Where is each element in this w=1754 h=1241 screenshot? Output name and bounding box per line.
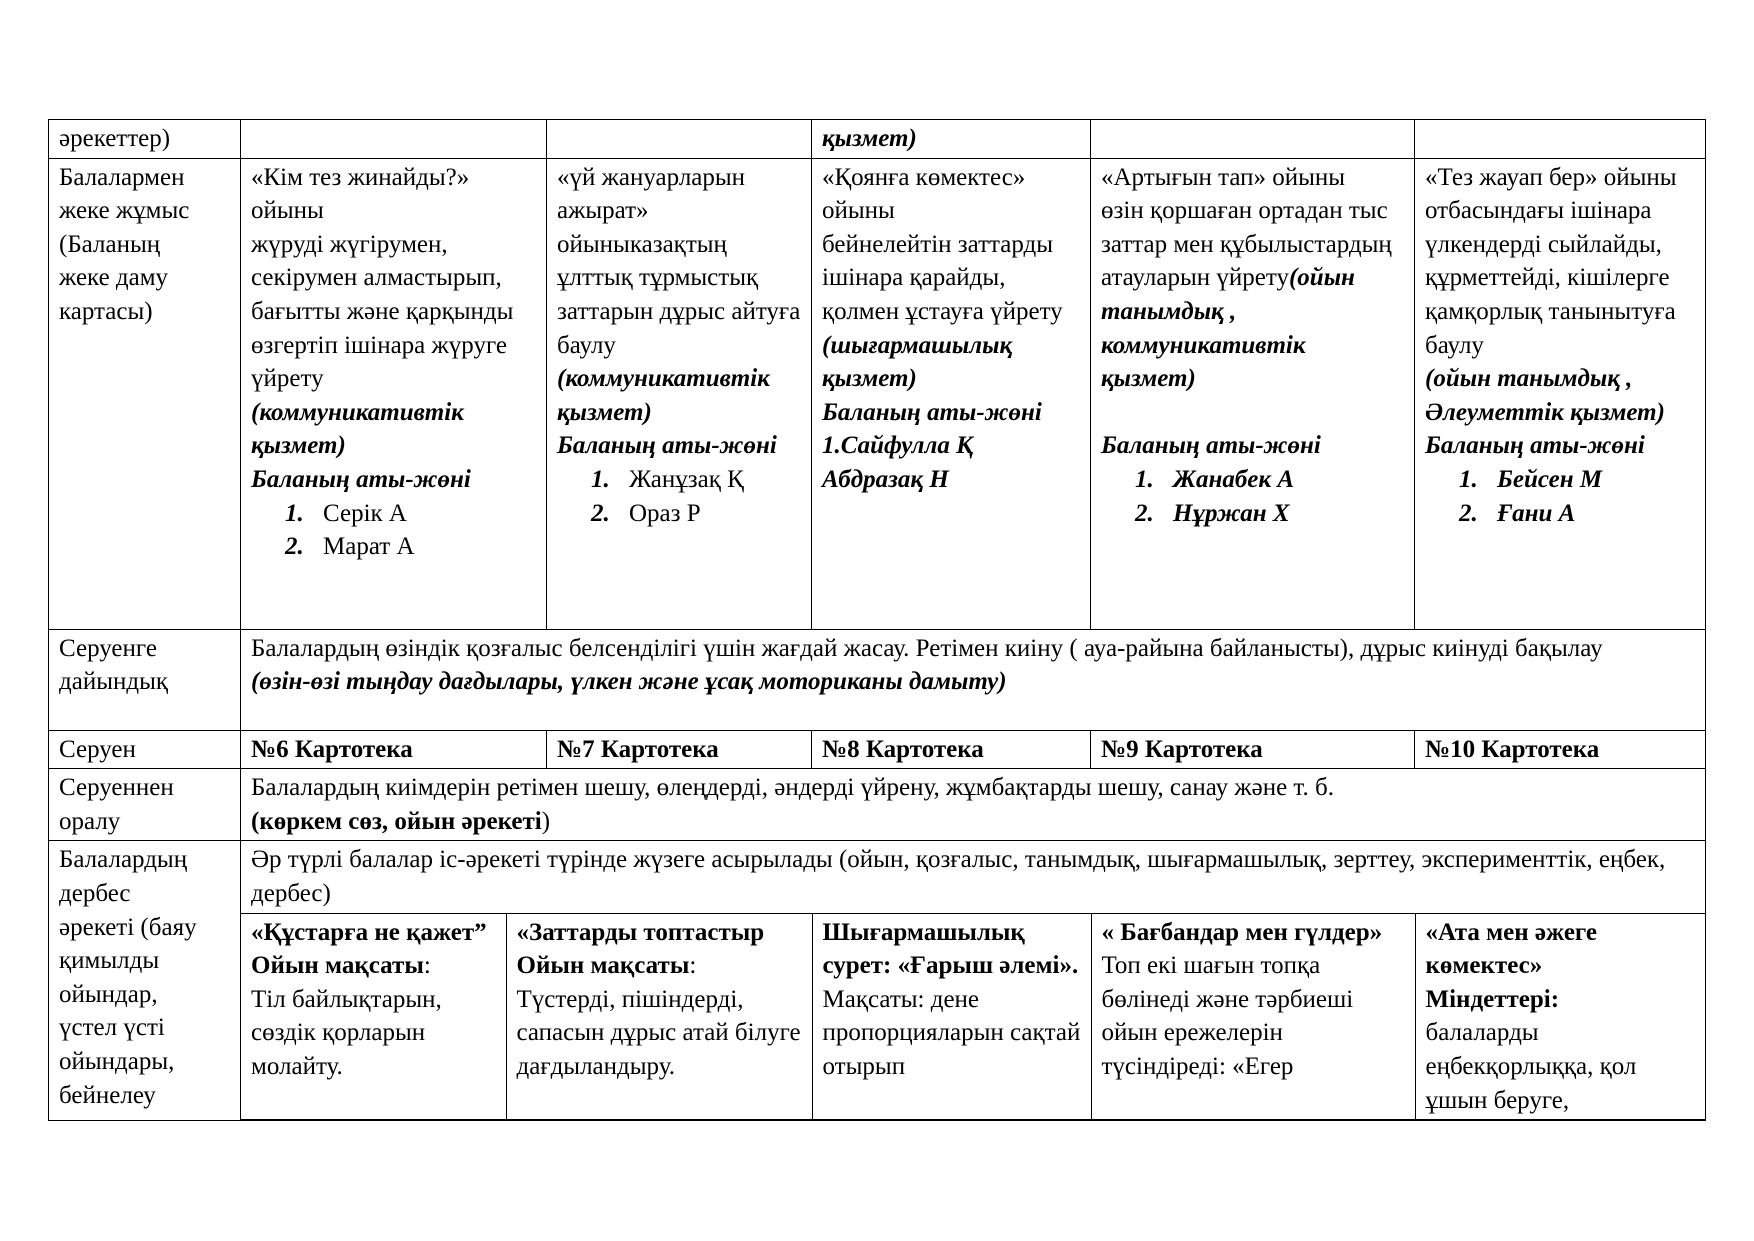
- names-label: Баланың аты-жөні: [251, 465, 471, 493]
- independent-intro: Әр түрлі балалар іс-әрекеті түрінде жүзеге асырылады (ойын, қозғалыс, танымдық, шығармашылық, зерттеу, эксперименттік, еңбек, дербес): [241, 841, 1706, 913]
- activity-type: (шығармашылық қызмет): [822, 331, 1013, 393]
- names-list: [251, 497, 536, 564]
- list-item: Серік А: [323, 499, 407, 527]
- game-title: « Бағбандар мен гүлдер»: [1101, 918, 1383, 946]
- game-title: «Артығын тап» ойыны: [1101, 163, 1346, 191]
- list-item: Марат А: [323, 533, 415, 561]
- goal-text: Түстерді, пішіндерді, сапасын дұрыс атай білуге дағдыландыру.: [516, 985, 801, 1080]
- names-list: [1425, 463, 1695, 530]
- card-index-cell: №6 Картотека: [241, 730, 547, 769]
- table-row-return: [49, 769, 1706, 841]
- card-index-cell: №7 Картотека: [547, 730, 812, 769]
- list-item: Ораз Р: [629, 499, 701, 527]
- independent-game-2: «Заттарды топтастыр Ойын мақсаты: Түстерді, пішіндерді, сапасын дұрыс атай білуге дағдыландыру.: [506, 913, 812, 1120]
- activity-type: қызмет): [822, 125, 917, 152]
- independent-subtable: [241, 841, 1706, 1120]
- card-index-cell: №10 Картотека: [1415, 730, 1706, 769]
- table-row-independent: [49, 841, 1706, 1121]
- empty-cell: [241, 120, 547, 159]
- list-item: Ғани А: [1497, 499, 1576, 527]
- game-title: «Қоянға көмектес» ойыны: [822, 163, 1026, 225]
- return-note: (көркем сөз, ойын әрекеті: [251, 807, 542, 835]
- game-title: «Ата мен әжеге көмектес»: [1425, 918, 1598, 980]
- goal-label: Ойын мақсаты: [516, 952, 690, 980]
- list-item: Жанұзақ Қ: [629, 465, 744, 493]
- card-index-cell: №9 Картотека: [1091, 730, 1415, 769]
- game-description: бейнелейтін заттарды ішінара қарайды, қолмен ұстауға үйрету: [822, 230, 1063, 325]
- activity-type: (коммуникативтік қызмет): [557, 365, 770, 426]
- independent-game-3: [812, 913, 1091, 1120]
- empty-cell: [1415, 120, 1706, 159]
- game-description: өзін қоршаған ортадан тыс заттар мен құбылыстардың атауларын үйрету: [1101, 197, 1392, 292]
- game-title: «Кім тез жинайды?» ойыны: [251, 163, 470, 225]
- return-text: Балалардың киімдерін ретімен шешу, өлеңдерді, әндерді үйрену, жұмбақтарды шешу, санау және т. б.: [251, 774, 1334, 802]
- row-label: әрекеттер): [49, 120, 241, 159]
- game-title: «Заттарды топтастыр: [516, 918, 765, 946]
- row-label: Серуенге дайындық: [49, 629, 241, 730]
- names-label: Баланың аты-жөні: [1425, 432, 1645, 460]
- plan-table-page: [48, 119, 1705, 1121]
- empty-cell: [547, 120, 812, 159]
- goal-text: Мақсаты: дене пропорцияларын сақтай отырып: [822, 985, 1081, 1080]
- goal-text: Тіл байлықтарын, сөздік қорларын молайту.: [251, 985, 442, 1080]
- game-description: отбасындағы ішінара үлкендерді сыйлайды, құрметтейді, кішілерге қамқорлық танынытуға баулу: [1425, 197, 1676, 359]
- names-label: Баланың аты-жөні: [557, 432, 777, 460]
- table-row-walk-prep: [49, 629, 1706, 730]
- table-row-individual-work: [49, 158, 1706, 629]
- independent-game-4: [1091, 913, 1415, 1120]
- cell-individual-4: [1091, 158, 1415, 629]
- child-name: Абдразақ Н: [822, 465, 949, 493]
- independent-game-5: [1415, 913, 1706, 1120]
- cell-independent: [241, 841, 1706, 1121]
- activity-type: (коммуникативтік қызмет): [251, 398, 464, 460]
- goal-label: Ойын мақсаты: [251, 952, 424, 980]
- row-label: Балалармен жеке жұмыс (Баланың жеке даму картасы): [49, 158, 241, 629]
- prep-text: Балалардың өзіндік қозғалыс белсенділігі үшін жағдай жасау. Ретімен киіну ( ауа-райына байланысты), дұрыс киінуді бақылау: [251, 634, 1603, 662]
- cell-individual-3: [812, 158, 1091, 629]
- child-name: 1.Сайфулла Қ: [822, 432, 974, 460]
- cell-individual-1: [241, 158, 547, 629]
- return-note-end: ): [541, 807, 551, 835]
- table-row-top: [49, 120, 1706, 159]
- independent-game-1: «Құстарға не қажет” Ойын мақсаты: Тіл байлықтарын, сөздік қорларын молайту.: [241, 913, 506, 1120]
- cell-return: [241, 769, 1706, 841]
- row-label: Серуен: [49, 730, 241, 769]
- row-label: Балалардың дербес әрекеті (баяу қимылды ойындар, үстел үсті ойындары, бейнелеу: [49, 841, 241, 1121]
- game-description: жүруді жүгірумен, секірумен алмастырып, бағытты және қарқынды өзгертіп ішінара жүруге үйрету: [251, 230, 514, 393]
- list-item: Бейсен М: [1497, 465, 1603, 493]
- goal-text: балаларды еңбекқорлыққа, қол ұшын беруге,: [1425, 1019, 1637, 1114]
- activity-type: (ойын танымдық , Әлеуметтік қызмет): [1425, 365, 1665, 426]
- names-label: Баланың аты-жөні: [1101, 432, 1321, 460]
- game-title: «Тез жауап бер» ойыны: [1425, 163, 1677, 191]
- card-index-cell: №8 Картотека: [812, 730, 1091, 769]
- names-list: [557, 463, 801, 530]
- list-item: Жанабек А: [1173, 465, 1294, 493]
- empty-cell: [1091, 120, 1415, 159]
- cell-individual-5: [1415, 158, 1706, 629]
- game-title: Шығармашылық сурет: «Ғарыш әлемі».: [822, 918, 1079, 980]
- cell-individual-2: [547, 158, 812, 629]
- plan-table: [48, 119, 1706, 1121]
- list-item: Нұржан Х: [1173, 499, 1290, 527]
- activity-type: (ойын танымдық , коммуникативтік қызмет): [1101, 264, 1355, 393]
- prep-note: (өзін-өзі тыңдау дағдылары, үлкен және ұсақ моториканы дамыту): [251, 668, 1007, 696]
- goal-label: Міндеттері:: [1425, 985, 1560, 1013]
- cell-activity: [812, 120, 1091, 159]
- table-row-walk: [49, 730, 1706, 769]
- names-list: [1101, 463, 1404, 530]
- row-label: Серуеннен оралу: [49, 769, 241, 841]
- names-label: Баланың аты-жөні: [822, 398, 1042, 426]
- game-title: «үй жануарларын ажырат» ойыныказақтың ұлттық тұрмыстық заттарын дұрыс айтуға баулу: [557, 163, 801, 359]
- cell-walk-prep: [241, 629, 1706, 730]
- game-title: «Құстарға не қажет”: [251, 918, 487, 946]
- goal-text: Топ екі шағын топқа бөлінеді және тәрбиеші ойын ережелерін түсіндіреді: «Егер: [1101, 952, 1354, 1080]
